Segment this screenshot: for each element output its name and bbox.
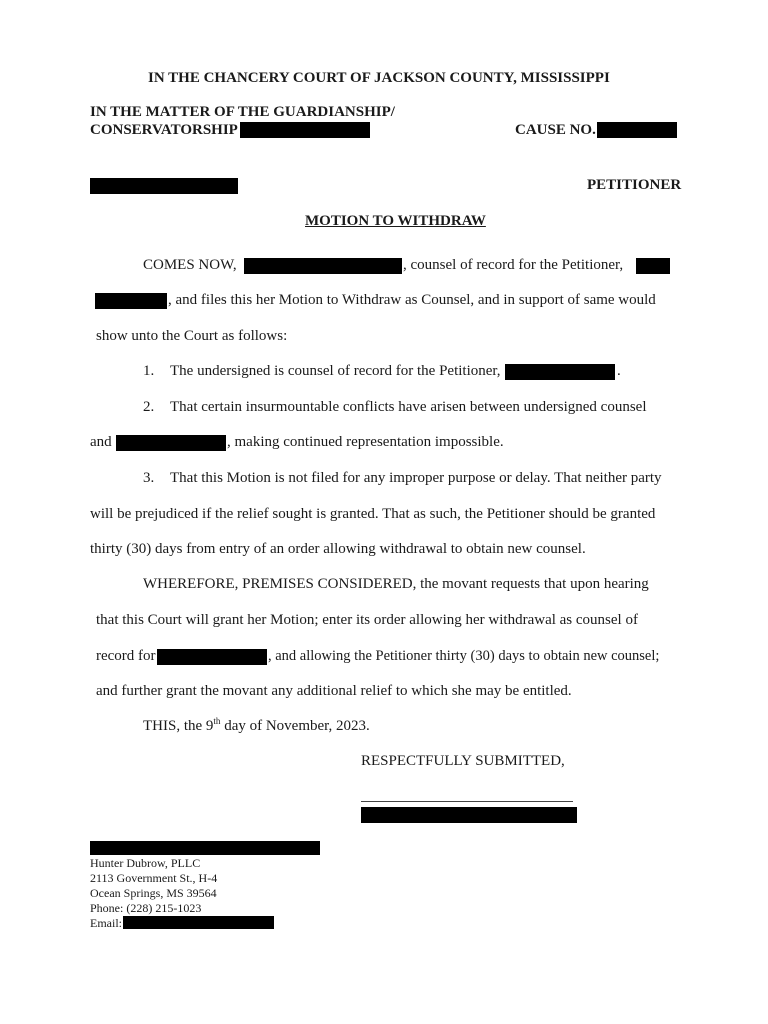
redaction-petitioner-short: [636, 258, 670, 274]
redaction-ward-name: [240, 122, 370, 138]
firm-email-label: Email:: [90, 916, 122, 930]
p1-files-motion: , and files this her Motion to Withdraw as Counsel, and in support of same would: [168, 292, 656, 308]
p1-show-unto: show unto the Court as follows:: [96, 328, 288, 344]
document-title: MOTION TO WITHDRAW: [305, 213, 486, 229]
redaction-petitioner-name: [90, 178, 238, 194]
redaction-cause-number: [597, 122, 677, 138]
item2-text: That certain insurmountable conflicts have arisen between undersigned counsel: [170, 399, 647, 415]
item3-line2: will be prejudiced if the relief sought is granted. That as such, the Petitioner should be granted: [90, 506, 656, 522]
item1-number: 1.: [143, 363, 155, 379]
matter-line-1: IN THE MATTER OF THE GUARDIANSHIP/: [90, 104, 395, 120]
petitioner-label: PETITIONER: [587, 177, 682, 193]
redaction-wherefore-party: [157, 649, 267, 665]
respectfully-submitted: RESPECTFULLY SUBMITTED,: [361, 753, 565, 769]
wherefore-record-for: record for: [96, 648, 156, 664]
cause-no-label: CAUSE NO.: [515, 122, 596, 138]
redaction-signatory-name: [361, 807, 577, 823]
redaction-petitioner-cont: [95, 293, 167, 309]
date-ordinal: th: [213, 716, 221, 726]
wherefore-line2: that this Court will grant her Motion; enter its order allowing her withdrawal as counsel of: [96, 612, 638, 628]
firm-address-1: 2113 Government St., H-4: [90, 871, 218, 885]
p1-comes-now: COMES NOW,: [143, 257, 237, 273]
firm-address-2: Ocean Springs, MS 39564: [90, 886, 217, 900]
date-line: [143, 717, 370, 735]
firm-name: Hunter Dubrow, PLLC: [90, 856, 201, 870]
p1-counsel-of-record: , counsel of record for the Petitioner,: [403, 257, 624, 273]
wherefore-line1: WHEREFORE, PREMISES CONSIDERED, the movant requests that upon hearing: [143, 576, 649, 592]
firm-phone: Phone: (228) 215-1023: [90, 901, 202, 915]
item1-period: .: [617, 363, 621, 379]
redaction-item1-petitioner: [505, 364, 615, 380]
redaction-email: [123, 916, 274, 929]
wherefore-line3: , and allowing the Petitioner thirty (30) days to obtain new counsel;: [268, 648, 660, 664]
item3-text: That this Motion is not filed for any improper purpose or delay. That neither party: [170, 470, 662, 486]
wherefore-line4: and further grant the movant any additional relief to which she may be entitled.: [96, 683, 572, 699]
item2-and: and: [90, 434, 112, 450]
redaction-item2-party: [116, 435, 226, 451]
redaction-counsel-name: [244, 258, 402, 274]
item1-text: The undersigned is counsel of record for the Petitioner,: [170, 363, 501, 379]
date-suffix: day of November, 2023.: [220, 718, 370, 734]
item3-line3: thirty (30) days from entry of an order allowing withdrawal to obtain new counsel.: [90, 541, 586, 557]
date-prefix: THIS, the 9: [143, 718, 214, 734]
matter-line-2: CONSERVATORSHIP: [90, 122, 238, 138]
item3-number: 3.: [143, 470, 155, 486]
item2-number: 2.: [143, 399, 155, 415]
redaction-attorney-name: [90, 841, 320, 855]
signature-line: [361, 801, 573, 802]
court-heading: IN THE CHANCERY COURT OF JACKSON COUNTY, MISSISSIPPI: [148, 70, 610, 86]
item2-continued: , making continued representation impossible.: [227, 434, 504, 450]
